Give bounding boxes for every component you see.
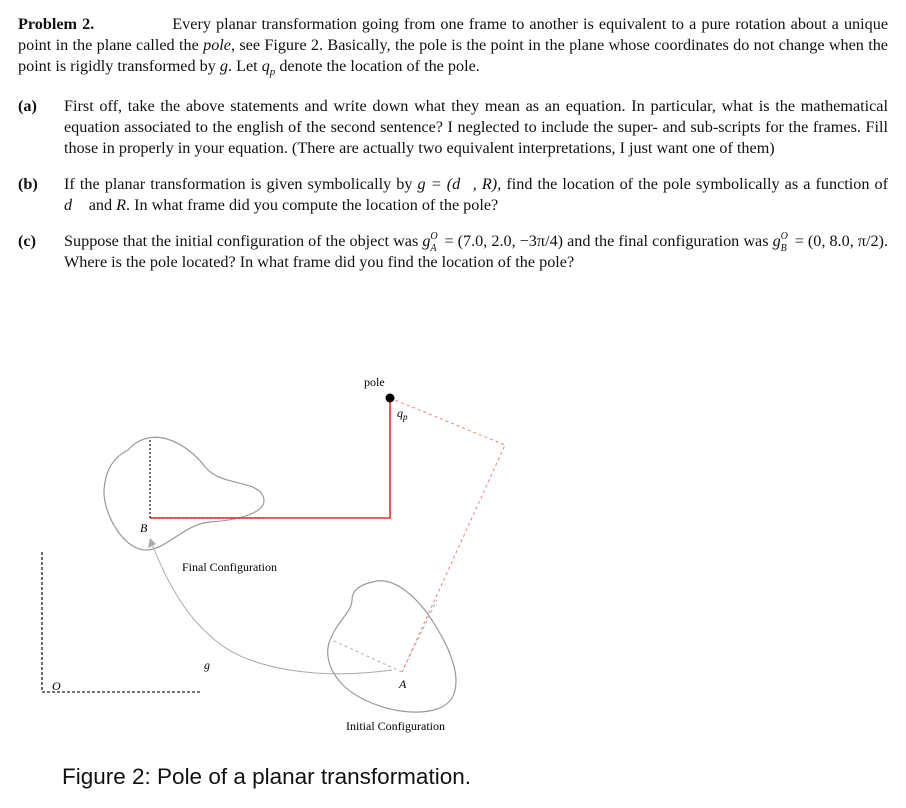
part-b-text-3: and (84, 196, 117, 215)
intro-text-2: , see Figure 2. Basically, the pole is the point in the plane whose coordinates do not change when the point is rigidly transformed by (18, 36, 888, 75)
part-a-label: (a) (18, 97, 37, 116)
pole-term: pole (203, 36, 231, 54)
frame-o-label: O (52, 679, 61, 693)
qp-label-sub: p (403, 412, 408, 422)
part-a-text: First off, take the above statements and write down what they mean as an equation. In particular, what is the mathematical equation associated to the english of the second sentence? I neglected to include the super- and sub-scripts for the frames. Fill those in properly in your equation. (There are actually two equivalent interpretations, I just want one of them) (64, 97, 888, 158)
intro-text-3: . Let (227, 57, 262, 75)
gA-equation: = (7.0, 2.0, −3π/4) (440, 232, 564, 251)
gB-equation: = (0, 8.0, π/2) (790, 232, 884, 251)
frame-a-axis-1 (332, 640, 402, 672)
part-b-text-4: . In what frame did you compute the location of the pole? (126, 196, 499, 215)
pole-vector-path (150, 398, 390, 518)
r-symbol: R (116, 196, 127, 215)
d-symbol: d⃗ (64, 196, 85, 215)
gA-symbol: g (422, 232, 431, 251)
g-symbol: g (219, 57, 228, 75)
problem-label: Problem 2. (18, 15, 95, 33)
part-b-label: (b) (18, 175, 38, 194)
gB-sup: O (780, 231, 788, 243)
pole-vector-path-initial (390, 398, 505, 672)
initial-configuration-label: Initial Configuration (346, 719, 445, 733)
part-c-label: (c) (18, 232, 36, 251)
part-c-text-3: . Where is the pole located? In what frame did you find the location of the pole? (64, 232, 888, 272)
gB-sub: B (780, 243, 787, 255)
transformation-g-label: g (204, 658, 210, 672)
gA-sup: O (430, 231, 438, 243)
part-b-equation: g = (d⃗, R) (417, 175, 498, 194)
final-configuration-label: Final Configuration (182, 560, 277, 574)
gA-sub: A (430, 243, 437, 255)
pole-label: pole (364, 375, 385, 389)
frame-b-label: B (140, 521, 148, 535)
intro-text-4: denote the location of the pole. (275, 57, 480, 75)
frame-a-label: A (399, 677, 407, 691)
gB-symbol: g (772, 232, 781, 251)
part-c-text-1: Suppose that the initial configuration of the object was (64, 232, 423, 251)
qp-label (397, 406, 408, 422)
figure-caption: Figure 2: Pole of a planar transformation. (62, 764, 471, 789)
qp-symbol: q (261, 57, 270, 75)
part-b-text-2: , find the location of the pole symbolically as a function of (497, 175, 888, 194)
qp-label-main: q (397, 406, 403, 420)
part-b-text-1: If the planar transformation is given symbolically by (64, 175, 418, 194)
transformation-arrowhead (148, 538, 156, 548)
qp-subscript: p (269, 66, 276, 79)
final-configuration-shape (104, 437, 264, 550)
part-c-text-2: and the final configuration was (563, 232, 769, 251)
pole-point (386, 394, 395, 403)
intro-text-1: Every planar transformation going from one frame to another is equivalent to a pure rotation about a unique point in the plane called the (18, 15, 889, 54)
